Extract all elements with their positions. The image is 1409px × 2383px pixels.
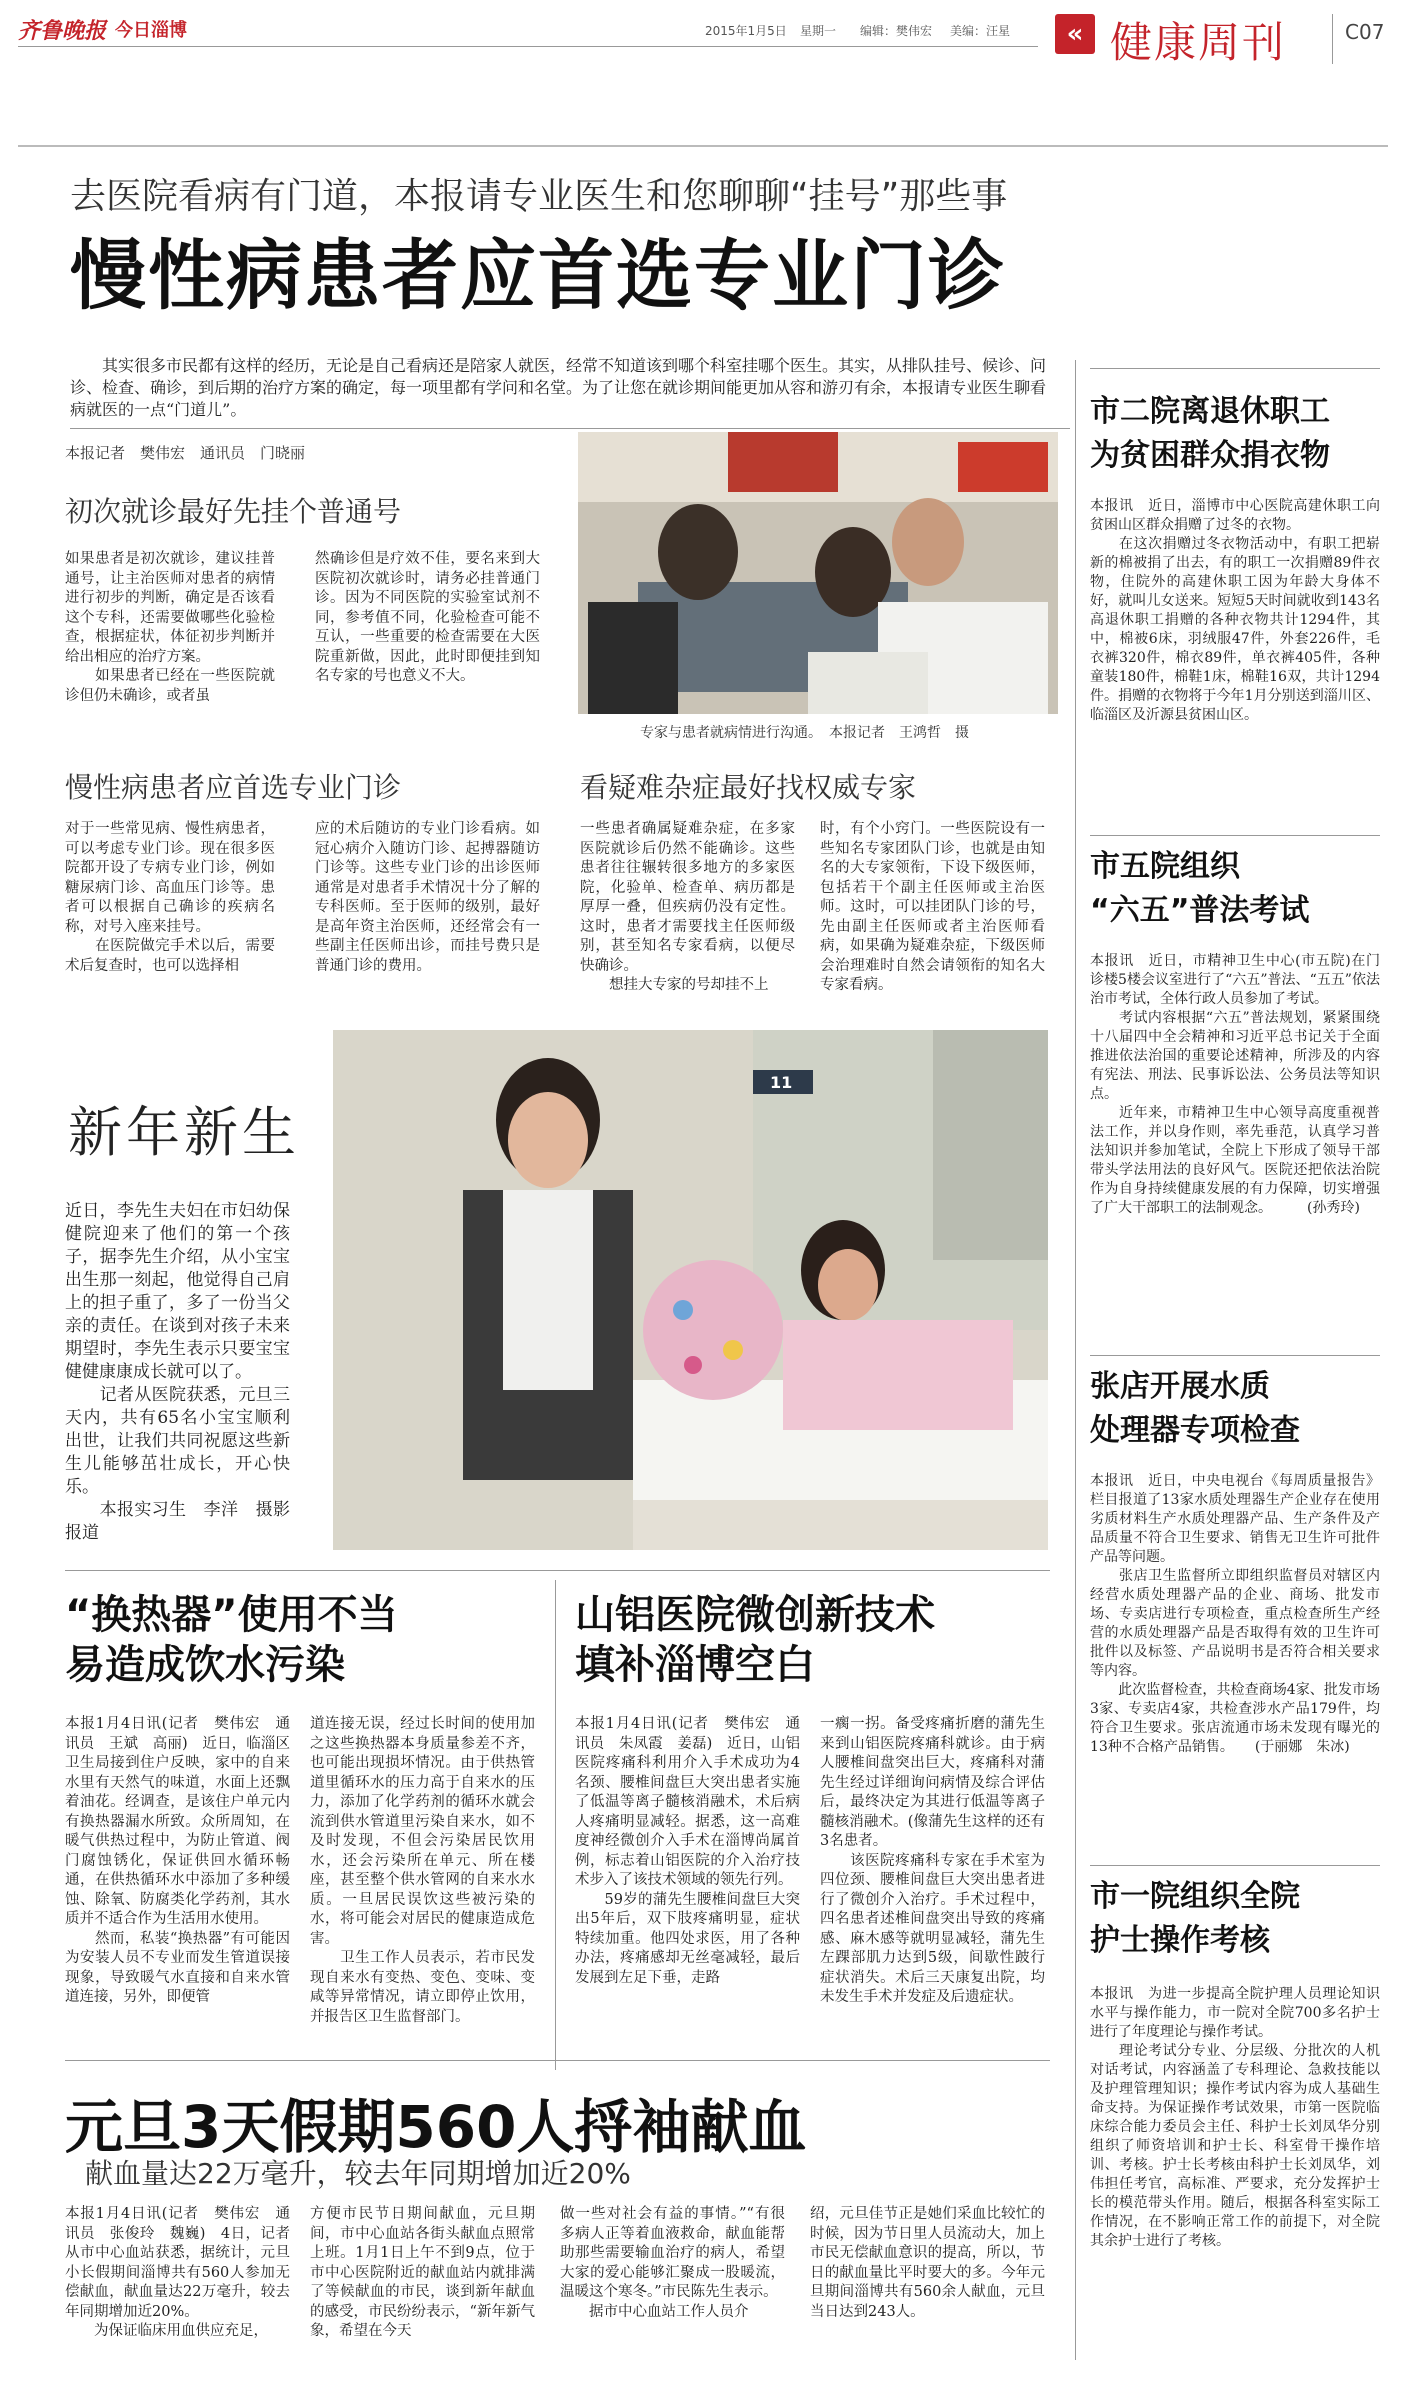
lead-paragraph: 其实很多市民都有这样的经历，无论是自己看病还是陪家人就医，经常不知道该到哪个科室挂哪个医生。其实，从排队挂号、候诊、问诊、检查、确诊，到后期的治疗方案的确定，每一项里都有学问和名堂。为了让您在就诊期间能更加从容和游刃有余，本报请专业医生聊看病就医的一点“门道儿”。 [70, 356, 1047, 419]
sidebar-article3-title: 张店开展水质 处理器专项检查 [1090, 1369, 1300, 1448]
main-headline: 慢性病患者应首选专业门诊 [70, 231, 1006, 320]
section1-column1: 如果患者是初次就诊，建议挂普通号，让主治医师对患者的病情进行初步的判断，确定是否该看这个专科，还需要做哪些化验检查，根据症状，体征初步判断并给出相应的治疗方案。 如果患者已经在一些医院就诊但仍未确诊，或者虽 [65, 551, 275, 704]
sidebar-article1-body: 本报讯 近日，淄博市中心医院高建休职工向贫困山区群众捐赠了过冬的衣物。 在这次捐赠过冬衣物活动中，有职工把崭新的棉被捐了出去，有的职工一次捐赠89件衣物，住院外的高建休职工因为年龄大身体不好，就叫儿女送来。短短5天时间就收到143名高退休职工捐赠的各种衣物共计1294件，其中，棉被6床，羽绒服47件，外套226件，毛衣裤320件，棉衣89件，单衣裤405件，各种童装180件，棉鞋1床，棉鞋16双，共计1294件。捐赠的衣物将于今年1月分别送到淄川区、临淄区及沂源县贫困山区。 [1090, 498, 1380, 723]
blood-article-column3: 做一些对社会有益的事情。”“有很多病人正等着血液救命，献血能帮助那些需要输血治疗的病人，希望大家的爱心能够汇聚成一股暖流，温暖这个寒冬。”市民陈先生表示。 据市中心血站工作人员介 [560, 2206, 785, 2320]
editor-credit: 编辑：樊伟宏 [860, 24, 933, 38]
edition-name: 今日淄博 [115, 20, 187, 41]
section3-column1: 一些患者确属疑难杂症，在多家医院就诊后仍然不能确诊。这些患者往往辗转很多地方的多家医院，化验单、检查单、病历都是厚厚一叠，但疾病仍没有定性。这时，患者才需要找主任医师级别，甚至知名专家看病，以便尽快确诊。 想挂大专家的号却挂不上 [580, 821, 795, 993]
sidebar-article2-body: 本报讯 近日，市精神卫生中心(市五院)在门诊楼5楼会议室进行了“六五”普法、“五五”依法治市考试，全体行政人员参加了考试。 考试内容根据“六五”普法规划，紧紧围绕十八届四中全会精神和习近平总书记关于全面推进依法治国的重要论述精神，所涉及的内容有宪法、刑法、民事诉讼法、公务员法等知识点。 近年来，市精神卫生中心领导高度重视普法工作，并以身作则，率先垂范，认真学习普法知识并参加笔试，全院上下形成了领导干部带头学法用法的良好风气。医院还把依法治院作为自身持续健康发展的有力保障，切实增强了广大干部职工的法制观念。 (孙秀玲) [1090, 953, 1380, 1216]
hospital-article-column2: 一瘸一拐。备受疼痛折磨的蒲先生来到山铝医院疼痛科就诊。由于病人腰椎间盘突出巨大，疼痛科对蒲先生经过详细询问病情及综合评估后，最终决定为其进行低温等离子髓核消融术。(像蒲先生这样的还有3名患者。 该医院疼痛科专家在手术室为四位颈、腰椎间盘巨大突出患者进行了微创介入治疗。手术过程中，四名患者述椎间盘突出导致的疼痛感、麻木感等就明显减轻，蒲先生左踝部肌力达到5级，间歇性跛行症状消失。术后三天康复出院，均未发生手术并发症及后遗症状。 [820, 1716, 1045, 2005]
sidebar-article2-title: 市五院组织 “六五”普法考试 [1090, 849, 1310, 928]
mid-rule [65, 1570, 1050, 1571]
sidebar-article3-body: 本报讯 近日，中央电视台《每周质量报告》栏目报道了13家水质处理器生产企业存在使用劣质材料生产水质处理器产品、生产条件及产品质量不符合卫生要求、销售无卫生许可批件产品等问题。 张店卫生监督所立即组织监督员对辖区内经营水质处理器产品的企业、商场、批发市场、专卖店进行专项检查，重点检查所生产经营的水质处理器产品是否取得有效的卫生许可批件以及标签、产品说明书是否符合相关要求等内容。 此次监督检查，共检查商场4家、批发市场3家、专卖店4家，共检查涉水产品179件，均符合卫生要求。张店流通市场未发现有曝光的13种不合格产品销售。 (于丽娜 朱冰) [1090, 1473, 1380, 1755]
baby-story-body: 近日，李先生夫妇在市妇幼保健院迎来了他们的第一个孩子，据李先生介绍，从小宝宝出生那一刻起，他觉得自己肩上的担子重了，多了一份当父亲的责任。在谈到对孩子未来期望时，李先生表示只要宝宝健健康康成长就可以了。 记者从医院获悉，元旦三天内，共有65名小宝宝顺利出世，让我们共同祝愿这些新生儿能够茁壮成长，开心快乐。 本报实习生 李洋 摄影报道 [65, 1201, 290, 1543]
section1-title: 初次就诊最好先挂个普通号 [65, 495, 402, 528]
page-number: C07 [1345, 20, 1385, 44]
sidebar-article4-body: 本报讯 为进一步提高全院护理人员理论知识水平与操作能力，市一院对全院700多名护士进行了年度理论与操作考试。 理论考试分专业、分层级、分批次的人机对话考试，内容涵盖了专科理论、急救技能以及护理管理知识；操作考试内容为成人基础生命支持。为保证操作考试效果，市第一医院临床综合能力委员会主任、科护士长刘凤华分别组织了师资培训和护士长、科室骨干操作培训、考核。护士长考核由科护士长刘凤华，刘伟担任考官，高标准、严要求，充分发挥护士长的模范带头作用。随后，根据各科室实际工作情况，在不影响正常工作的前提下，对全院其余护士进行了考核。 [1090, 1986, 1380, 2249]
hospital-article-column1: 本报1月4日讯(记者 樊伟宏 通讯员 朱凤霞 姜磊) 近日，山铝医院疼痛科利用介入手术成功为4名颈、腰椎间盘巨大突出患者实施了低温等离子髓核消融术，术后病人疼痛明显减轻。据悉，这一高难度神经微创介入手术在淄博尚属首例，标志着山铝医院的介入治疗技术步入了该技术领域的领先行列。 59岁的蒲先生腰椎间盘巨大突出5年后，双下肢疼痛明显，症状特续加重。他四处求医，用了各种办法，疼痛感却无丝毫减轻，最后发展到左足下垂，走路 [575, 1716, 800, 1986]
kicker: 去医院看病有门道，本报请专业医生和您聊聊“挂号”那些事 [70, 176, 1008, 217]
blood-top-rule [65, 2060, 1050, 2061]
water-article-column1: 本报1月4日讯(记者 樊伟宏 通讯员 王斌 高丽) 近日，临淄区卫生局接到住户反映，家中的自来水里有天然气的味道，水面上还飘着油花。经调查，是该住户单元内有换热器漏水所致。众所周知，在暖气供热过程中，为防止管道、阀门腐蚀锈化，保证供回水循环畅通，在供热循环水中添加了多种缓蚀、除氧、防腐类化学药剂，其水质并不适合作为生活用水使用。 然而，私装“换热器”有可能因为安装人员不专业而发生管道误接现象，导致暖气水直接和自来水管道连接，另外，即便管 [65, 1716, 290, 2005]
sidebar-article1-title: 市二院离退休职工 为贫困群众捐衣物 [1090, 394, 1330, 473]
blood-article-column2: 方便市民节日期间献血，元旦期间，市中心血站各街头献血点照常上班。1月1日上午不到9点，位于市中心医院附近的献血站内就排满了等候献血的市民，谈到新年献血的感受，市民纷纷表示，“新年新气象，希望在今天 [310, 2206, 535, 2339]
baby-story-title: 新年新生 [68, 1101, 300, 1164]
blood-article-column4: 绍，元旦佳节正是她们采血比较忙的时候，因为节日里人员流动大，加上市民无偿献血意识的提高，所以，节日的献血量比平时要大的多。今年元旦期间淄博共有560余人献血，元旦当日达到243人。 [810, 2206, 1045, 2320]
doctor-photo-caption: 专家与患者就病情进行沟通。 本报记者 王鸿哲 摄 [640, 725, 969, 741]
blood-article-title: 元旦3天假期560人捋袖献血 [65, 2093, 807, 2161]
section2-column1: 对于一些常见病、慢性病患者，可以考虑专业门诊。现在很多医院都开设了专病专业门诊，例如糖尿病门诊、高血压门诊等。患者可以根据自己确诊的疾病名称，对号入座来挂号。 在医院做完手术以后，需要术后复查时，也可以选择相 [65, 821, 275, 974]
sidebar-article4-title: 市一院组织全院 护士操作考核 [1090, 1879, 1300, 1958]
doctor-consultation-photo [578, 432, 1058, 714]
sidebar-rule-3 [1090, 1865, 1380, 1866]
masthead-divider [1332, 14, 1333, 64]
section-chevron-icon: « [1055, 14, 1095, 54]
lead-rule [70, 428, 1070, 429]
newborn-family-photo [333, 1030, 1048, 1550]
section2-column2: 应的术后随访的专业门诊看病。如冠心病介入随访门诊、起搏器随访门诊等。这些专业门诊的出诊医师通常是对患者手术情况十分了解的专科医师。至于医师的级别，最好是高年资主治医师，还经常会有一些副主任医师出诊，而挂号费只是普通门诊的费用。 [315, 821, 540, 974]
sidebar-top-rule [1090, 368, 1380, 369]
main-byline: 本报记者 樊伟宏 通讯员 门晓丽 [65, 444, 306, 462]
blood-article-subtitle: 献血量达22万毫升，较去年同期增加近20% [85, 2157, 631, 2190]
water-article-column2: 道连接无误，经过长时间的使用加之这些换热器本身质量参差不齐，也可能出现损坏情况。由于供热管道里循环水的压力高于自来水的压力，添加了化学药剂的循环水就会流到供水管道里污染自来水，如不及时发现，不但会污染居民饮用水，还会污染所在单元、所在楼座，甚至整个供水管网的自来水水质。一旦居民误饮这些被污染的水，将可能会对居民的健康造成危害。 卫生工作人员表示，若市民发现自来水有变热、变色、变味、变咸等异常情况，请立即停止饮用，并报告区卫生监督部门。 [310, 1716, 535, 2025]
masthead-rule [18, 46, 1038, 47]
newspaper-logo: 齐鲁晚报 [18, 18, 107, 44]
section-title: 健康周刊 [1110, 18, 1287, 67]
hospital-article-title: 山铝医院微创新技术 填补淄博空白 [575, 1592, 935, 1688]
issue-date: 2015年1月5日 [705, 24, 787, 38]
column-divider [555, 1580, 556, 2070]
sidebar-divider [1075, 360, 1076, 2360]
section2-title: 慢性病患者应首选专业门诊 [65, 771, 402, 804]
sidebar-rule-2 [1090, 1355, 1380, 1356]
water-article-title: “换热器”使用不当 易造成饮水污染 [65, 1592, 398, 1688]
sidebar-rule-1 [1090, 835, 1380, 836]
issue-weekday: 星期一 [800, 24, 837, 38]
top-rule [18, 145, 1388, 147]
designer-credit: 美编：汪星 [950, 24, 1011, 38]
section3-column2: 时，有个小窍门。一些医院设有一些知名专家团队门诊，也就是由知名的大专家领衔，下设下级医师，包括若干个副主任医师或主治医师。这时，可以挂团队门诊的号，先由副主任医师或者主治医师看病，如果确为疑难杂症，下级医师会治理难时自然会请领衔的知名大专家看病。 [820, 821, 1045, 993]
section3-title: 看疑难杂症最好找权威专家 [580, 771, 917, 804]
room-number: 11 [770, 1073, 793, 1092]
section1-column2: 然确诊但是疗效不佳，要名来到大医院初次就诊时，请务必挂普通门诊。因为不同医院的实验室试剂不同，参考值不同，化验检查可能不互认，一些重要的检查需要在大医院重新做，因此，此时即便挂到知名专家的号也意义不大。 [315, 551, 540, 684]
blood-article-column1: 本报1月4日讯(记者 樊伟宏 通讯员 张俊玲 魏巍) 4日，记者从市中心血站获悉，据统计，元旦小长假期间淄博共有560人参加无偿献血，献血量达22万毫升，较去年同期增加近20%。 为保证临床用血供应充足， [65, 2206, 290, 2339]
